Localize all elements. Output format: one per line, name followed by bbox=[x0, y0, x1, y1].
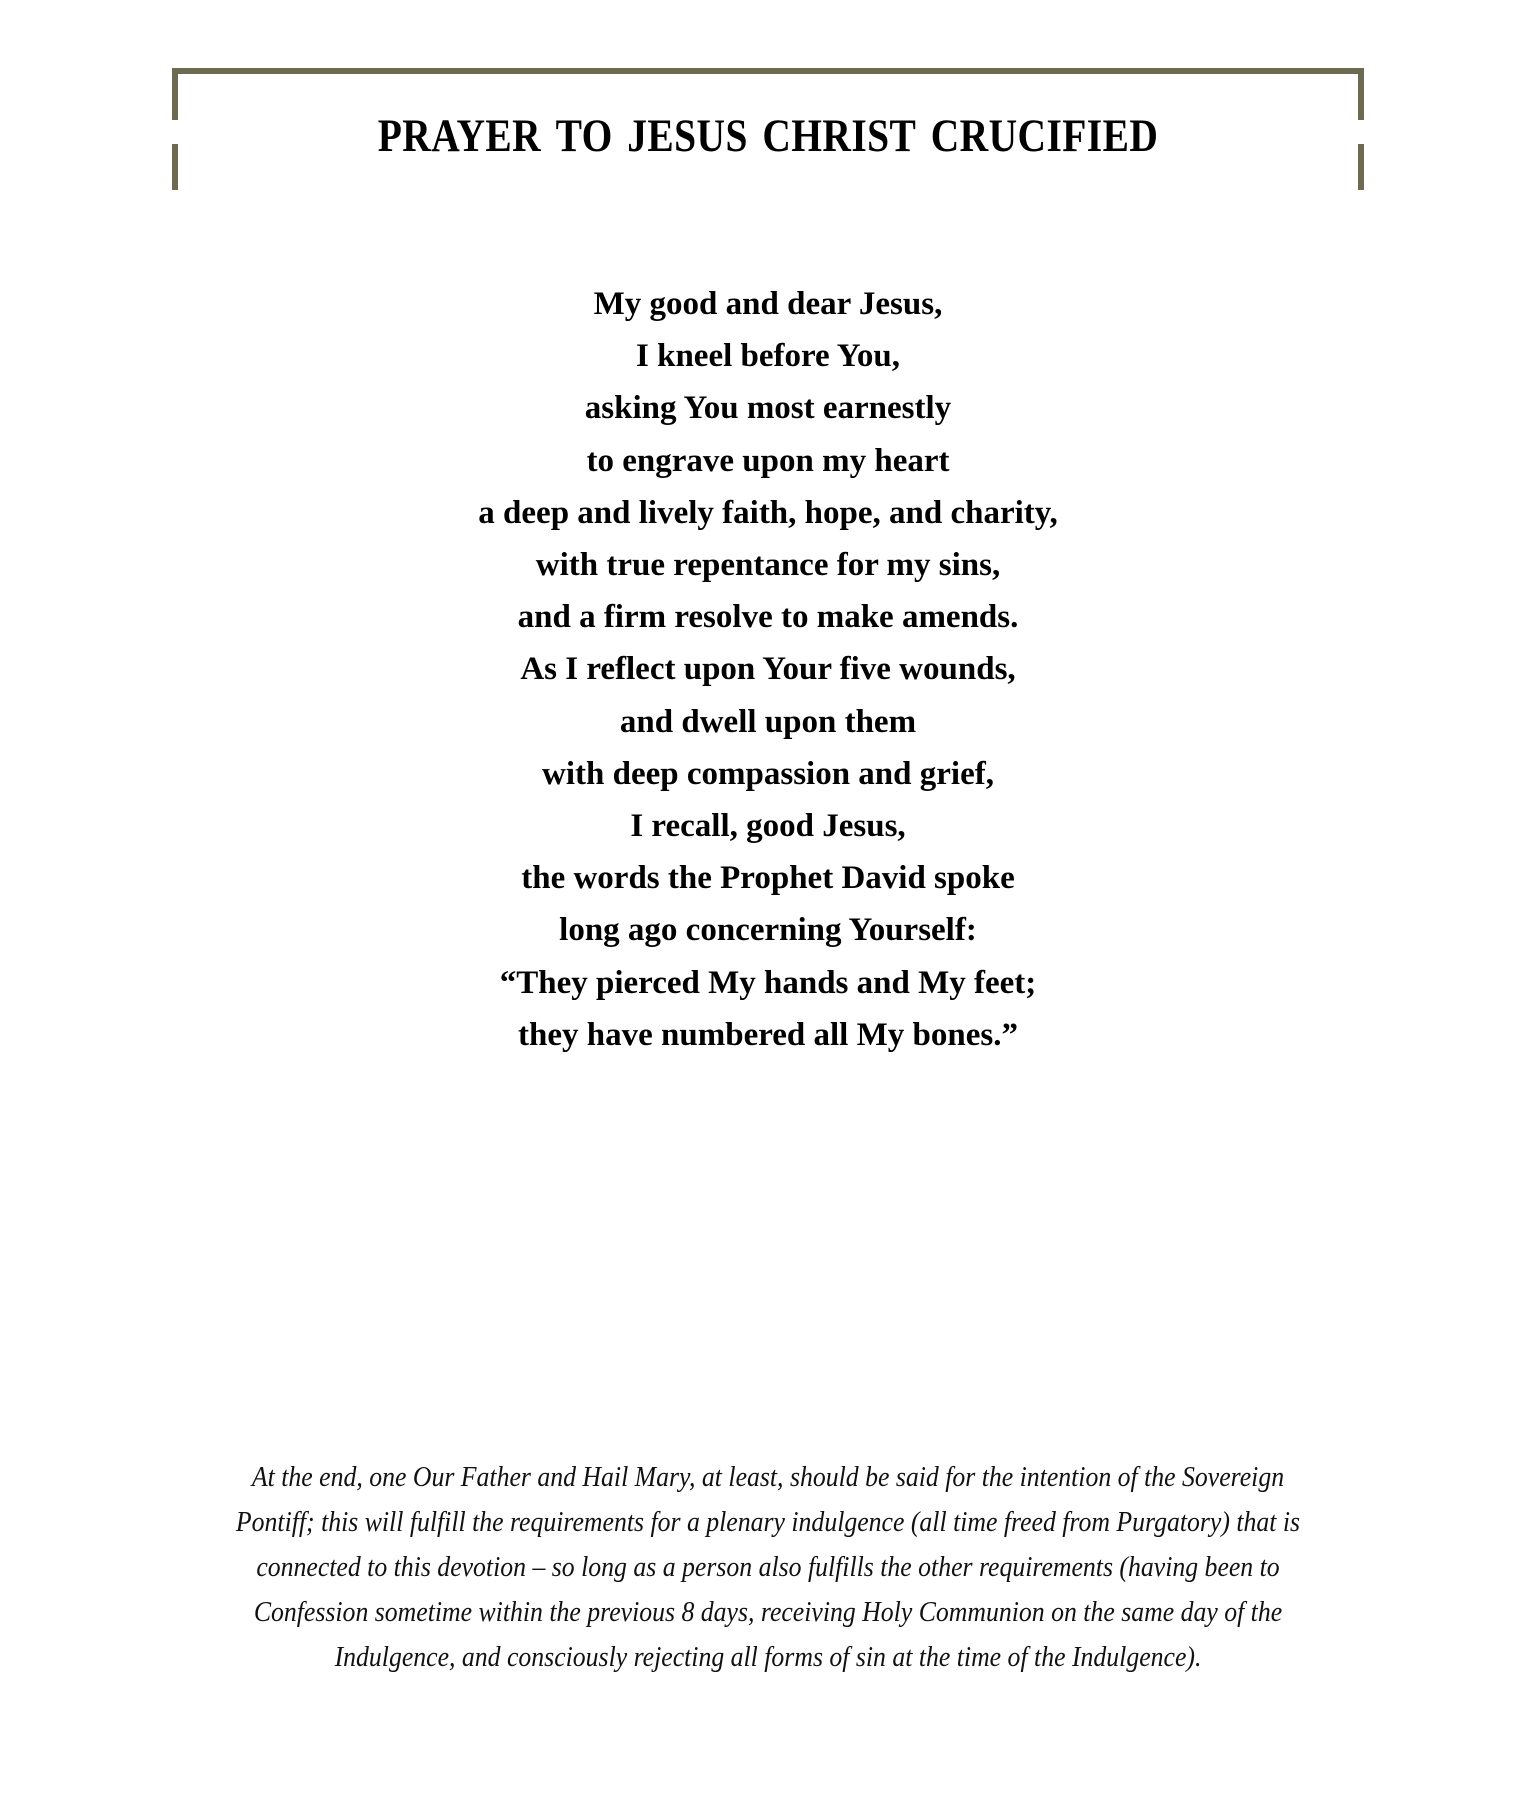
footnote-line: Confession sometime within the previous 8 days, receiving Holy Communion on the same day of the bbox=[253, 1597, 1283, 1628]
prayer-line: with deep compassion and grief, bbox=[542, 755, 994, 792]
footnote-line: Indulgence, and consciously rejecting all forms of sin at the time of the Indulgence). bbox=[334, 1642, 1202, 1673]
page-title: prayer to jesus christ crucified bbox=[377, 91, 1159, 166]
frame-right-upper-segment bbox=[1358, 68, 1364, 120]
footnote-line: Pontiff; this will fulfill the requirements for a plenary indulgence (all time freed from Purgatory) that is bbox=[235, 1507, 1301, 1538]
prayer-line: asking You most earnestly bbox=[584, 390, 952, 427]
prayer-line: long ago concerning Yourself: bbox=[559, 912, 977, 949]
footnote-line: connected to this devotion – so long as a person also fulfills the other requirements (having been to bbox=[256, 1552, 1280, 1583]
frame-top-rule bbox=[172, 68, 1364, 74]
footnote-line: At the end, one Our Father and Hail Mary, at least, should be said for the intention of the Sovereign bbox=[251, 1462, 1285, 1493]
title-frame bbox=[172, 68, 1364, 190]
prayer-line: a deep and lively faith, hope, and charity, bbox=[478, 494, 1058, 531]
prayer-line: they have numbered all My bones.” bbox=[518, 1016, 1018, 1053]
indulgence-note bbox=[112, 1455, 1424, 1680]
prayer-line: “They pierced My hands and My feet; bbox=[499, 964, 1037, 1001]
prayer-line: and a firm resolve to make amends. bbox=[517, 599, 1019, 636]
prayer-line: the words the Prophet David spoke bbox=[521, 860, 1015, 897]
prayer-line: As I reflect upon Your five wounds, bbox=[520, 651, 1016, 688]
prayer-line: to engrave upon my heart bbox=[586, 442, 950, 479]
prayer-line: My good and dear Jesus, bbox=[593, 286, 943, 322]
prayer-line: and dwell upon them bbox=[619, 703, 917, 740]
prayer-line: I kneel before You, bbox=[636, 338, 900, 375]
frame-right-lower-segment bbox=[1358, 144, 1364, 190]
frame-left-lower-segment bbox=[172, 144, 178, 190]
frame-left-upper-segment bbox=[172, 68, 178, 120]
prayer-line: I recall, good Jesus, bbox=[630, 808, 906, 845]
prayer-body bbox=[0, 278, 1536, 1061]
prayer-line: with true repentance for my sins, bbox=[535, 547, 1001, 584]
